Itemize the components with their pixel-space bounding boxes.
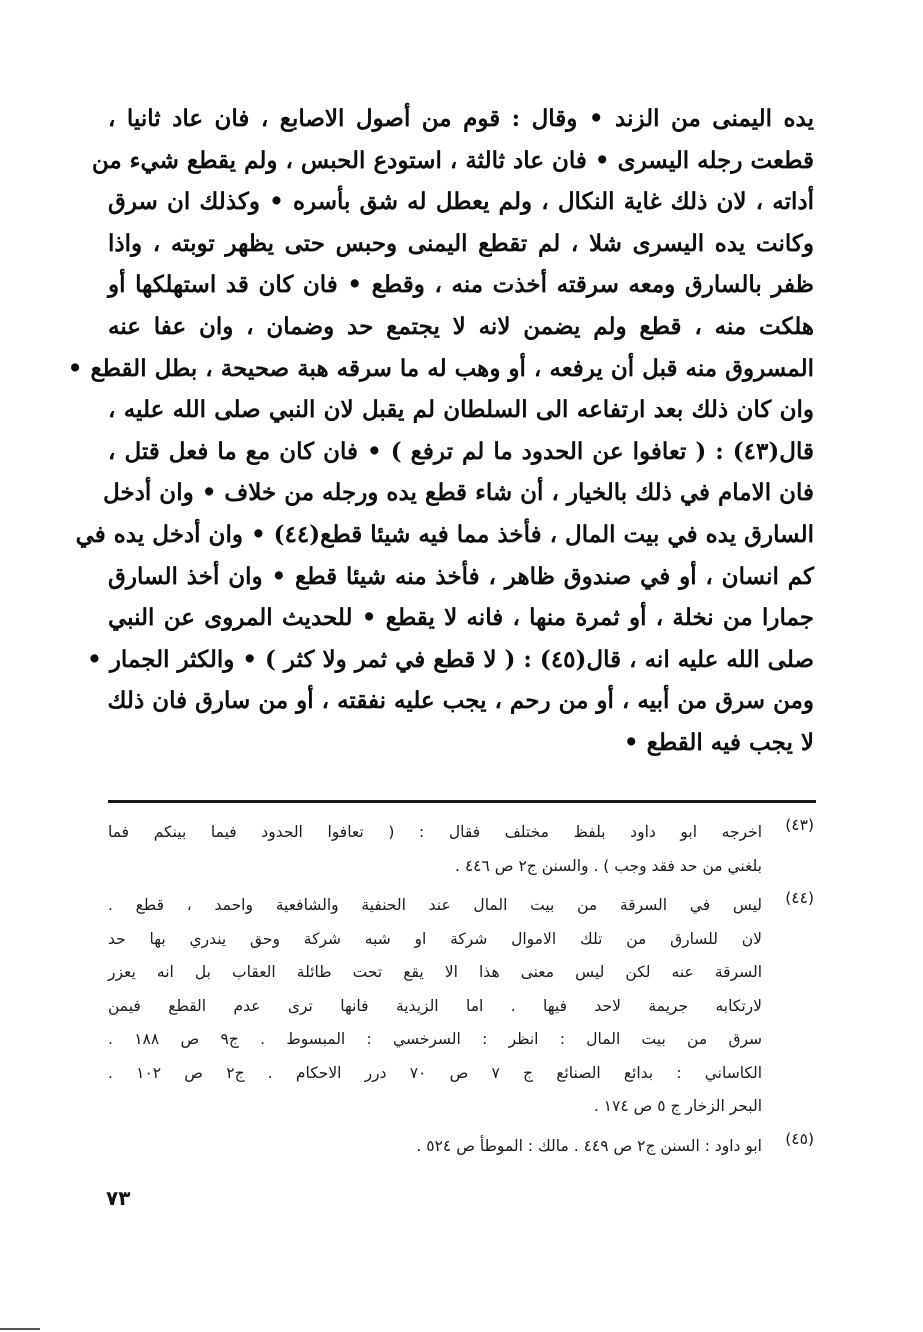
- text-line: قال(٤٣) : ( تعافوا عن الحدود ما لم ترفع ) • فان كان مع ما فعل قتل ،: [108, 437, 814, 465]
- footnote-line: اخرجه ابو داود بلفظ مختلف فقال : ( تعافوا الحدود فيما بينكم فما: [108, 823, 762, 841]
- text-line: صلى الله عليه انه ، قال(٤٥) : ( لا قطع في ثمر ولا كثر ) • والكثر الجمار •: [87, 645, 814, 673]
- text-line: السارق يده في بيت المال ، فأخذ مما فيه شيئا قطع(٤٤) • وان أدخل يده في: [75, 520, 814, 548]
- footnotes-section: [108, 816, 814, 1163]
- text-line: ومن سرق من أبيه ، أو من رحم ، يجب عليه نفقته ، أو من سارق فان ذلك: [107, 687, 814, 715]
- footnote-44: [108, 889, 814, 1124]
- footnote-line: سرق من بيت المال : انظر : السرخسي : المبسوط . ج٩ ص ١٨٨ .: [108, 1030, 763, 1048]
- text-line: كم انسان ، أو في صندوق ظاهر ، فأخذ منه شيئا قطع • وان أخذ السارق: [108, 562, 814, 590]
- footnote-line: الكاساني : بدائع الصنائع ج ٧ ص ٧٠ درر الاحكام . ج٢ ص ١٠٢ .: [108, 1063, 763, 1082]
- text-line: أداته ، لان ذلك غاية النكال ، ولم يعطل له شق بأسره • وكذلك ان سرق: [108, 188, 814, 216]
- text-line: يده اليمنى من الزند • وقال : قوم من أصول الاصابع ، فان عاد ثانيا ،: [108, 105, 814, 132]
- text-line: فان الامام في ذلك بالخيار ، أن شاء قطع يده ورجله من خلاف • وان أدخل: [103, 479, 814, 507]
- text-line: هلكت منه ، قطع ولم يضمن لانه لا يجتمع حد وضمان ، وان عفا عنه: [108, 312, 814, 340]
- footnote-line: السرقة عنه لكن ليس معنى هذا الا يقع تحت طائلة العقاب بل انه يعزر: [108, 963, 762, 981]
- footnote-line: بلغني من حد فقد وجب ) . والسنن ج٢ ص ٤٤٦ .: [455, 856, 762, 875]
- page-number: ٧٣: [106, 1186, 131, 1210]
- text-line: جمارا من نخلة ، أو ثمرة منها ، فانه لا يقطع • للحديث المروى عن النبي: [108, 604, 814, 632]
- text-line: وان كان ذلك بعد ارتفاعه الى السلطان لم يقبل لان النبي صلى الله عليه ،: [108, 396, 814, 424]
- footnote-separator-rule: [108, 800, 816, 803]
- text-line: قطعت رجله اليسرى • فان عاد ثالثة ، استودع الحبس ، ولم يقطع شيء من: [91, 146, 814, 174]
- text-line: لا يجب فيه القطع •: [623, 728, 814, 756]
- footnote-line: لارتكابه جريمة لاحد فيها . اما الزيدية فانها ترى عدم القطع فيمن: [108, 996, 762, 1015]
- footnote-number: (٤٤): [785, 889, 814, 907]
- footnote-number: (٤٣): [785, 816, 814, 834]
- text-line: المسروق منه قبل أن يرفعه ، أو وهب له ما سرقه هبة صحيحة ، بطل القطع •: [67, 354, 814, 382]
- scan-edge-mark: [0, 1328, 40, 1330]
- text-line: وكانت يده اليسرى شلا ، لم تقطع اليمنى وحبس حتى يظهر توبته ، واذا: [108, 229, 814, 257]
- footnote-line: لان للسارق من تلك الاموال شركة او شبه شركة وحق يندري بها حد: [108, 929, 762, 948]
- footnote-43: [108, 816, 814, 883]
- footnote-line: ليس في السرقة من بيت المال عند الحنفية والشافعية واحمد ، قطع .: [108, 896, 762, 914]
- main-text: [67, 98, 814, 764]
- footnote-line: ابو داود : السنن ج٢ ص ٤٤٩ . مالك : الموطأ ص ٥٢٤ .: [416, 1136, 762, 1155]
- footnote-45: [108, 1130, 814, 1164]
- text-line: ظفر بالسارق ومعه سرقته أخذت منه ، وقطع • فان كان قد استهلكها أو: [108, 271, 814, 299]
- footnote-line: البحر الزخار ج ٥ ص ١٧٤ .: [593, 1097, 762, 1115]
- footnote-number: (٤٥): [785, 1129, 814, 1148]
